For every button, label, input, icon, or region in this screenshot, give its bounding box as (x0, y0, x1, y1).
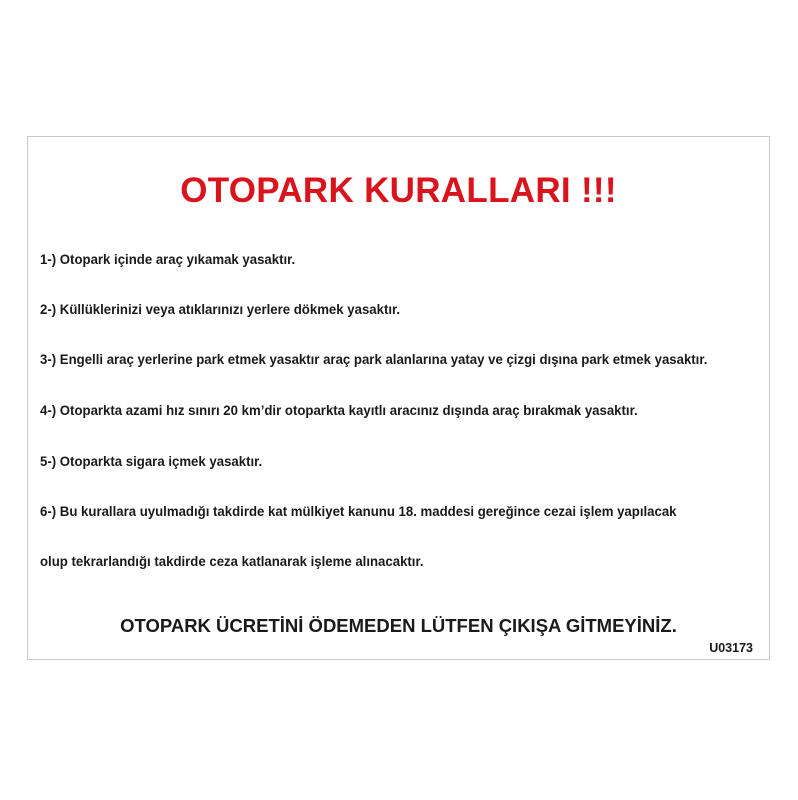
payment-warning: OTOPARK ÜCRETİNİ ÖDEMEDEN LÜTFEN ÇIKIŞA GİTMEYİNİZ. (120, 615, 677, 636)
rule-1: 1-) Otopark içinde araç yıkamak yasaktır. (40, 252, 296, 268)
rule-4: 4-) Otoparkta azami hız sınırı 20 km’dir otoparkta kayıtlı aracınız dışında araç bırakmak yasaktır. (40, 403, 638, 419)
rule-2: 2-) Küllüklerinizi veya atıklarınızı yerlere dökmek yasaktır. (40, 302, 401, 318)
parking-rules-sign (27, 136, 770, 660)
rule-5: 5-) Otoparkta sigara içmek yasaktır. (40, 454, 263, 470)
rule-6: 6-) Bu kurallara uyulmadığı takdirde kat mülkiyet kanunu 18. maddesi gereğince cezai işlem yapılacak (40, 504, 677, 520)
sign-title: OTOPARK KURALLARI !!! (180, 171, 617, 210)
rule-3: 3-) Engelli araç yerlerine park etmek yasaktır araç park alanlarına yatay ve çizgi dışına park etmek yasaktır. (40, 352, 708, 368)
rule-6-continuation: olup tekrarlandığı takdirde ceza katlanarak işleme alınacaktır. (40, 554, 424, 570)
product-code: U03173 (709, 641, 753, 655)
